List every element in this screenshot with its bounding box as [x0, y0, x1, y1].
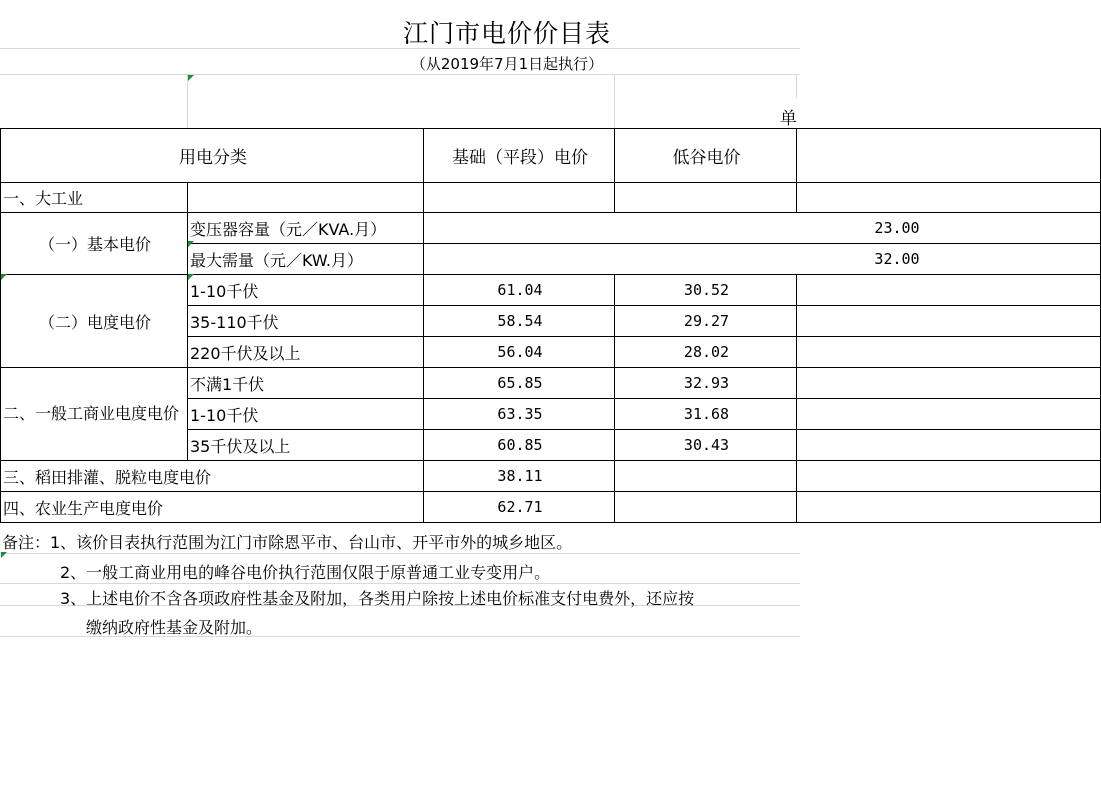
row-base-price: 65.85: [424, 368, 615, 399]
comment-marker-icon: [1, 552, 7, 558]
note-3: 3、上述电价不含各项政府性基金及附加，各类用户除按上述电价标准支付电费外，还应按: [60, 589, 695, 608]
empty-cell: [615, 492, 797, 523]
table-header-row: [1, 129, 1101, 183]
row-item: 1-10千伏: [188, 275, 424, 306]
gridline: [0, 74, 800, 75]
table-row: [1, 183, 1101, 213]
row-base-price: 60.85: [424, 430, 615, 461]
page-title: 江门市电价价目表: [402, 19, 611, 48]
empty-cell: [797, 399, 1101, 430]
row-base-price: 58.54: [424, 306, 615, 337]
large-industry-label: 一、大工业: [1, 183, 188, 213]
empty-cell: [615, 461, 797, 492]
table-row: [1, 275, 1101, 306]
row-valley-price: 28.02: [615, 337, 797, 368]
empty-cell: [797, 275, 1101, 306]
row-item: 35-110千伏: [188, 306, 424, 337]
gridline: [0, 553, 800, 554]
basic-price-label: （一）基本电价: [1, 213, 188, 275]
gridline: [614, 74, 615, 128]
row-valley-price: 31.68: [615, 399, 797, 430]
empty-cell: [797, 337, 1101, 368]
row-base-price: 56.04: [424, 337, 615, 368]
table-row: [1, 492, 1101, 523]
row-valley-price: 30.43: [615, 430, 797, 461]
header-valley-price: 低谷电价: [615, 129, 797, 183]
energy-price-label: （二）电度电价: [1, 275, 188, 368]
note-2: 2、一般工商业用电的峰谷电价执行范围仅限于原普通工业专变用户。: [60, 563, 551, 582]
table-row: [1, 368, 1101, 399]
unit-label: 单: [780, 109, 797, 129]
row-item: 最大需量（元／KW.月）: [188, 244, 424, 275]
header-extra: [797, 129, 1101, 183]
row-valley-price: 29.27: [615, 306, 797, 337]
page-subtitle: （从2019年7月1日起执行）: [410, 55, 604, 73]
row-valley-price: 32.93: [615, 368, 797, 399]
row-base-price: 61.04: [424, 275, 615, 306]
row-value: 32.00: [424, 244, 1101, 275]
general-commercial-label: 二、一般工商业电度电价: [1, 368, 188, 461]
empty-cell: [797, 461, 1101, 492]
comment-marker-icon: [188, 274, 194, 280]
row-base-price: 63.35: [424, 399, 615, 430]
header-base-price: 基础（平段）电价: [424, 129, 615, 183]
empty-cell: [188, 183, 424, 213]
gridline: [796, 74, 797, 98]
row-item: 35千伏及以上: [188, 430, 424, 461]
row-value: 23.00: [424, 213, 1101, 244]
header-category: 用电分类: [1, 129, 424, 183]
row-base-price: 62.71: [424, 492, 615, 523]
table-row: [1, 213, 1101, 244]
empty-cell: [797, 306, 1101, 337]
empty-cell: [797, 368, 1101, 399]
empty-cell: [797, 430, 1101, 461]
row-base-price: 38.11: [424, 461, 615, 492]
table-row: [1, 461, 1101, 492]
row-item: 220千伏及以上: [188, 337, 424, 368]
note-4: 缴纳政府性基金及附加。: [86, 618, 263, 637]
gridline: [187, 74, 188, 128]
row-item: 1-10千伏: [188, 399, 424, 430]
empty-cell: [615, 183, 797, 213]
empty-cell: [797, 492, 1101, 523]
row-item: 不满1千伏: [188, 368, 424, 399]
comment-marker-icon: [188, 75, 194, 81]
comment-marker-icon: [188, 241, 194, 247]
gridline: [0, 583, 800, 584]
irrigation-label: 三、稻田排灌、脱粒电度电价: [1, 461, 424, 492]
row-item: 变压器容量（元／KVA.月）: [188, 213, 424, 244]
note-1: 备注：1、该价目表执行范围为江门市除恩平市、台山市、开平市外的城乡地区。: [2, 533, 573, 552]
agriculture-label: 四、农业生产电度电价: [1, 492, 424, 523]
empty-cell: [797, 183, 1101, 213]
empty-cell: [424, 183, 615, 213]
comment-marker-icon: [1, 274, 7, 280]
row-valley-price: 30.52: [615, 275, 797, 306]
price-table: [0, 128, 1101, 523]
